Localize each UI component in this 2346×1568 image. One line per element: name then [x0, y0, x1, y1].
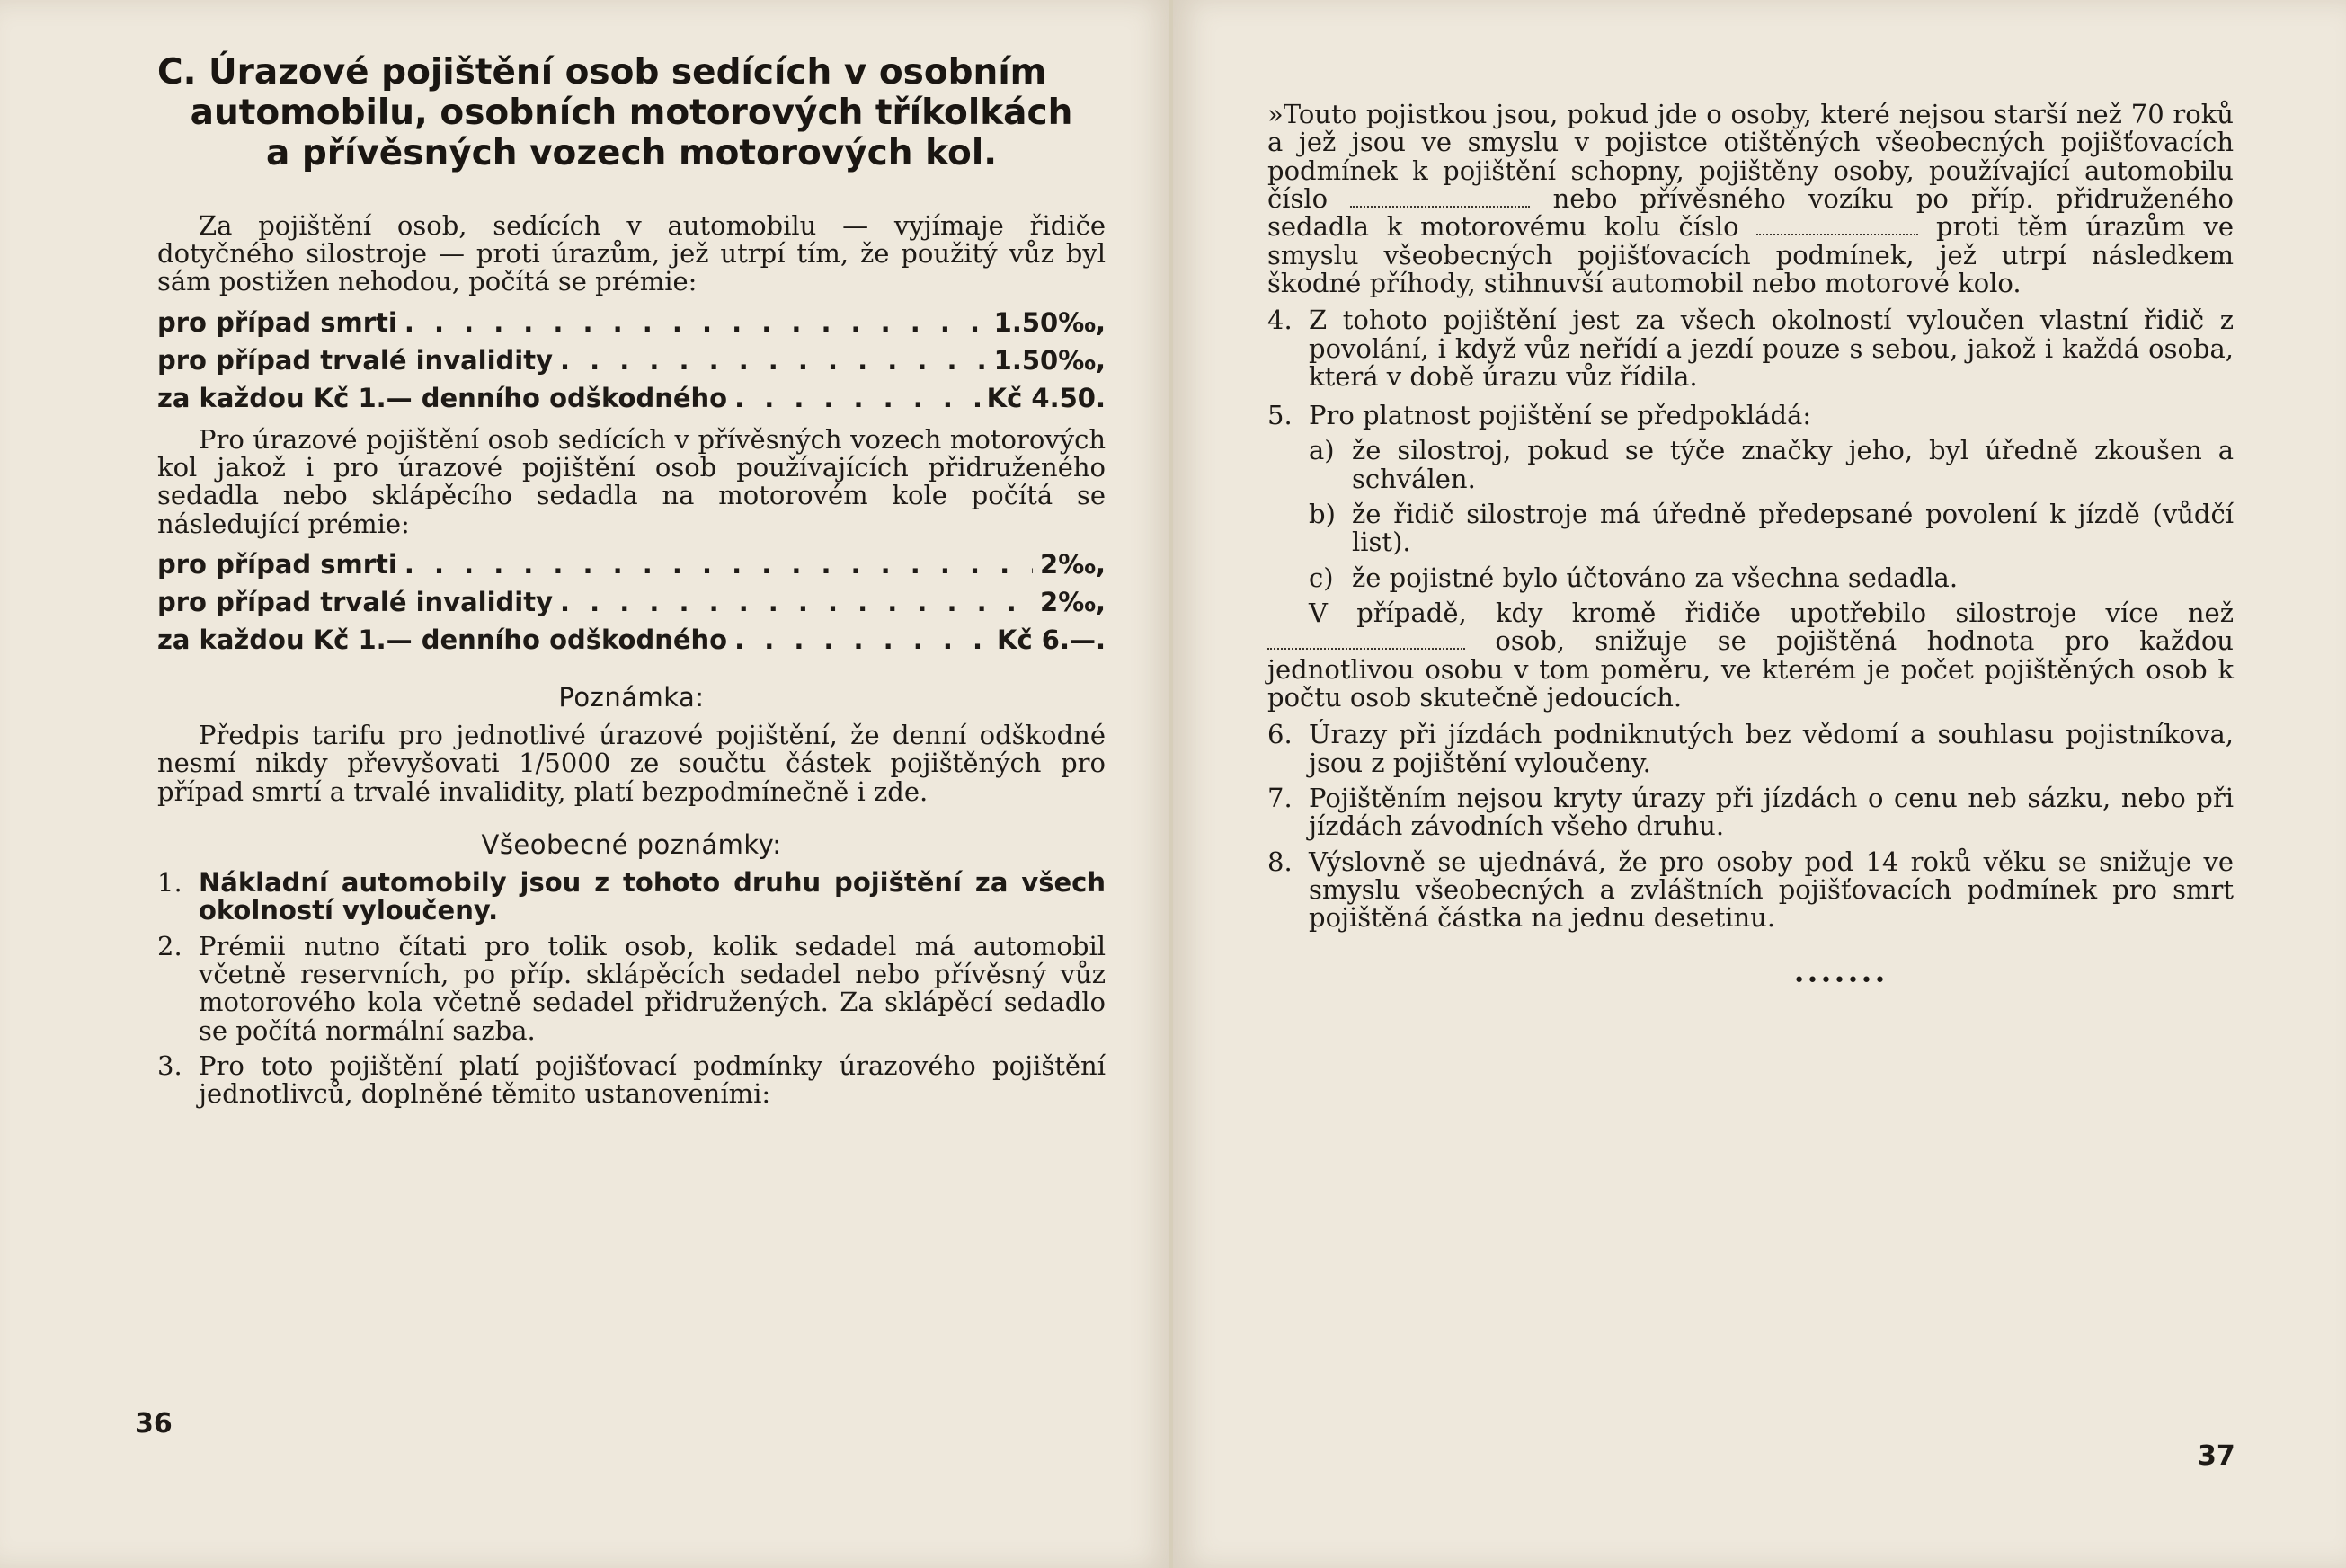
rate-label: za každou Kč 1.— denního odškodného — [157, 625, 728, 656]
blank-field-person-count — [1267, 628, 1465, 650]
item-text: Úrazy při jízdách podniknutých bez vědomí a souhlasu pojistníkova, jsou z pojištění vyloučeny. — [1309, 719, 2234, 778]
rate-value: Kč 4.50. — [986, 382, 1106, 413]
list-item — [157, 869, 1106, 926]
policy-clause — [1267, 101, 2234, 297]
rate-row — [157, 379, 1106, 417]
premium-rates-cars — [157, 304, 1106, 417]
item-text: Z tohoto pojištění jest za všech okolností vyloučen vlastní řidič z povolání, i když vůz neřídí a jezdí pouze s sebou, jakož i každá osoba, která v době úrazu vůz řídila. — [1309, 305, 2234, 392]
heading-line-3: a přívěsných vozech motorových kol. — [265, 133, 998, 174]
rate-label: pro případ smrti — [157, 306, 397, 338]
rate-label: pro případ smrti — [157, 549, 397, 580]
sub-item-text: že řidič silostroje má úředně předepsané povolení k jízdě (vůdčí list). — [1352, 499, 2234, 558]
dot-leader — [404, 545, 1033, 583]
sidecar-paragraph: Pro úrazové pojištění osob sedících v přívěsných vozech motorových kol jakož i pro úrazové pojištění osob používajících přidruženého sedadla nebo sklápěcího sedadla na motorovém kole počítá se následující prémie: — [157, 423, 1106, 539]
note-title: Poznámka: — [558, 682, 705, 713]
left-page-content — [157, 52, 1106, 1116]
sub-item-letter: a) — [1309, 435, 1335, 466]
clause-part-1: »Touto pojistkou jsou, pokud jde o osoby, které nejsou starší než 70 roků a jež jsou ve smyslu v pojistce otištěných všeobecných pojišťovacích podmínek k pojištění schopny, pojištěny osoby, používající automobilu číslo — [1267, 99, 2234, 214]
sub-item — [1309, 437, 2234, 493]
item-number: 7. — [1267, 782, 1293, 813]
clause-part-2: nebo přívěsného vozíku po příp. přidruženého sedadla k motorovému kolu číslo — [1267, 182, 2235, 243]
item-number: 3. — [157, 1050, 182, 1081]
item-number: 2. — [157, 930, 182, 961]
sub-item — [1309, 501, 2234, 557]
clause-part-3: proti těm úrazům ve smyslu všeobecných pojišťovacích podmínek, jež utrpí následkem škodné příhody, stihnuvší automobil nebo motorové kolo. — [1267, 211, 2234, 298]
rate-label: pro případ trvalé invalidity — [157, 587, 554, 618]
ornament-divider: ••••••• — [1793, 970, 1888, 993]
item-text: Výslovně se ujednává, že pro osoby pod 14 roků věku se snižuje ve smyslu všeobecných a zvláštních pojišťovacích podmínek pro smrt pojištěná částka na jednu desetinu. — [1309, 846, 2234, 934]
rate-row — [157, 621, 1106, 659]
dot-leader — [734, 621, 990, 659]
item-text: Pro toto pojištění platí pojišťovací podmínky úrazového pojištění jednotlivců, doplněné těmito ustanoveními: — [199, 1050, 1106, 1110]
premium-rates-sidecars — [157, 545, 1106, 659]
item5-paragraph-part-1: V případě, kdy kromě řidiče upotřebilo silostroje více než — [1309, 598, 2234, 628]
rate-row — [157, 341, 1106, 379]
page-number-left: 36 — [135, 1408, 173, 1440]
rate-row — [157, 545, 1106, 583]
rate-value: Kč 6.—. — [997, 625, 1106, 656]
heading-line-1: C. Úrazové pojištění osob sedících v osobním — [157, 52, 1047, 93]
section-heading — [157, 52, 1106, 174]
sub-item — [1309, 564, 2234, 592]
item-number: 5. — [1267, 400, 1293, 431]
rate-value: 1.50‰, — [993, 306, 1106, 338]
item-text: Nákladní automobily jsou z tohoto druhu pojištění za všech okolností vyloučeny. — [199, 867, 1106, 926]
general-notes-title: Všeobecné poznámky: — [481, 829, 782, 861]
item-number: 4. — [1267, 305, 1293, 336]
note-text: Předpis tarifu pro jednotlivé úrazové pojištění, že denní odškodné nesmí nikdy převyšovati 1/5000 ze součtu částek pojištěných pro případ smrtí a trvalé invalidity, platí bezpodmínečně i zde. — [157, 720, 1106, 807]
blank-field-motorcycle-number — [1756, 214, 1918, 235]
rate-value: 2‰, — [1040, 587, 1106, 618]
list-item — [157, 1052, 1106, 1109]
rate-value: 1.50‰, — [993, 344, 1106, 376]
list-item — [1267, 848, 2234, 933]
item5-paragraph-part-2: osob, snižuje se pojištěná hodnota pro každou jednotlivou osobu v tom poměru, ve kterém je počet pojištěných osob k počtu osob skutečně jedoucích. — [1267, 625, 2234, 713]
list-item — [1267, 306, 2234, 391]
rate-value: 2‰, — [1040, 549, 1106, 580]
page-number-right: 37 — [2198, 1440, 2235, 1472]
dot-leader — [560, 583, 1033, 621]
dot-leader — [734, 379, 980, 417]
dot-leader — [404, 304, 987, 341]
item-number: 6. — [1267, 719, 1293, 750]
rate-label: pro případ trvalé invalidity — [157, 344, 554, 376]
list-item — [1267, 721, 2234, 777]
rate-row — [157, 304, 1106, 341]
sub-item-text: že silostroj, pokud se týče značky jeho, byl úředně zkoušen a schválen. — [1352, 435, 2234, 494]
blank-field-car-number — [1350, 186, 1530, 208]
list-item — [1267, 402, 2234, 430]
item-number: 1. — [157, 867, 182, 899]
sub-item-text: že pojistné bylo účtováno za všechna sedadla. — [1352, 562, 1959, 593]
item5-paragraph — [1267, 599, 2234, 712]
sub-item-letter: b) — [1309, 499, 1336, 530]
item-text: Prémii nutno čítati pro tolik osob, kolik sedadel má automobil včetně reservních, po příp. sklápěcích sedadel nebo přívěsný vůz motorového kola včetně sedadel přidružených. Za sklápěcí sedadlo se počítá normální sazba. — [199, 930, 1106, 1046]
dot-leader — [560, 341, 987, 379]
right-page-content — [1267, 101, 2234, 992]
item-text: Pojištěním nejsou kryty úrazy při jízdách o cenu neb sázku, nebo při jízdách závodních všeho druhu. — [1309, 782, 2234, 842]
list-item — [157, 930, 1106, 1046]
sub-item-letter: c) — [1309, 562, 1334, 593]
rate-label: za každou Kč 1.— denního odškodného — [157, 382, 728, 413]
item-number: 8. — [1267, 846, 1293, 877]
item-text: Pro platnost pojištění se předpokládá: — [1309, 400, 1812, 431]
intro-paragraph: Za pojištění osob, sedících v automobilu — vyjímaje řidiče dotyčného silostroje — proti úrazům, jež utrpí tím, že použitý vůz byl sám postižen nehodou, počítá se prémie: — [157, 209, 1106, 297]
rate-row — [157, 583, 1106, 621]
list-item — [1267, 784, 2234, 841]
heading-line-2: automobilu, osobních motorových tříkolkách — [190, 93, 1073, 134]
